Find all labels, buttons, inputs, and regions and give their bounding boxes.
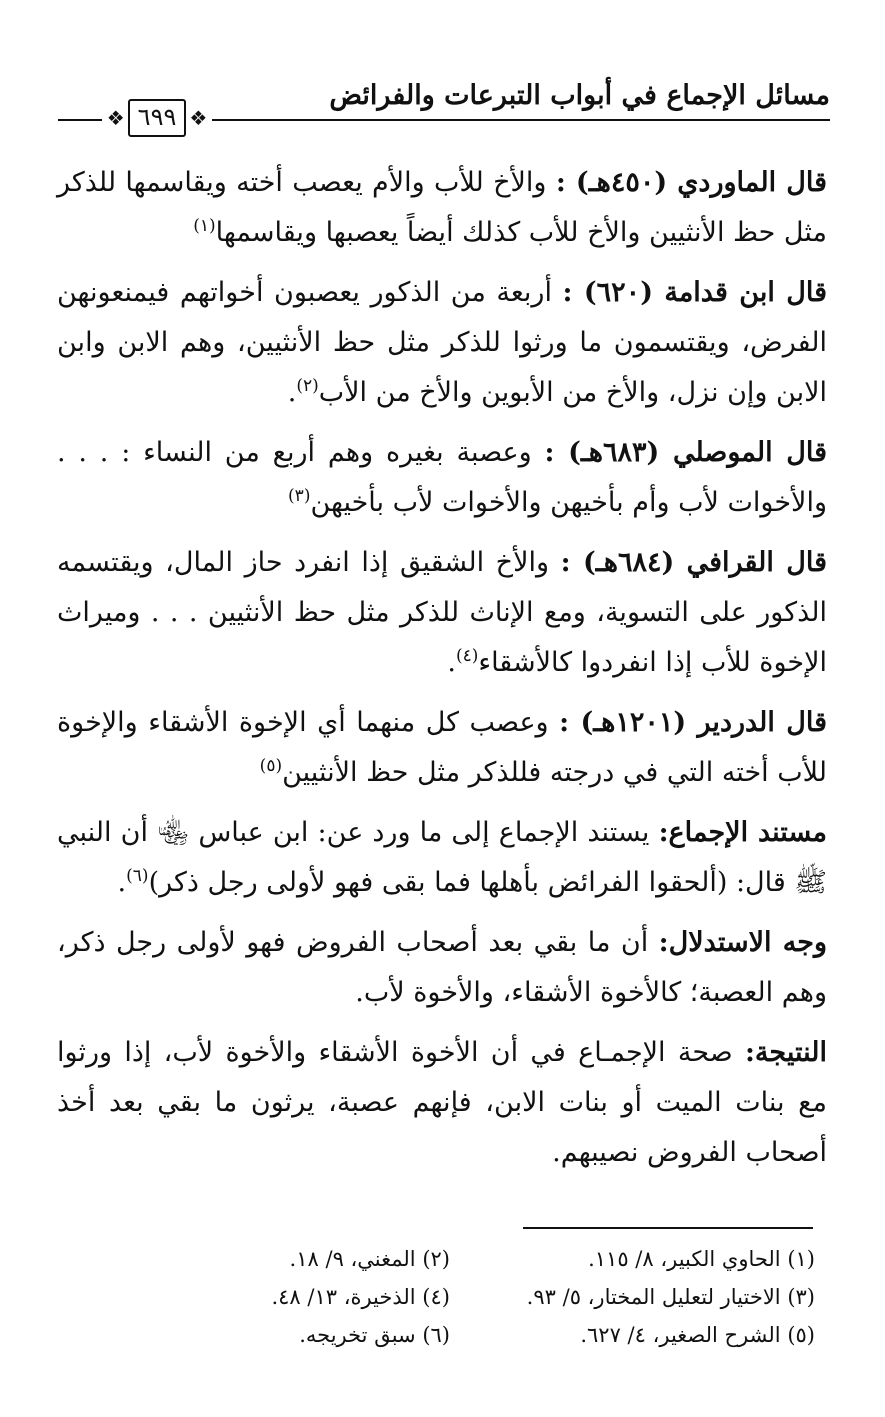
paragraph-lead: مستند الإجماع: [658, 817, 828, 848]
paragraph-lead: وجه الاستدلال: [658, 927, 827, 958]
body-text [57, 158, 827, 1188]
paragraph-lead: قال الماوردي (٤٥٠هـ) : [555, 167, 827, 198]
footnote-3: (٣) الاختيار لتعليل المختار، ٥/ ٩٣. [526, 1285, 815, 1309]
paragraph-text: أربعة من الذكور يعصبون أخواتهم فيمنعونهن الفرض، ويقتسمون ما ورثوا للذكر مثل حظ الأنثيين، وهم الابن وابن الابن وإن نزل، والأخ من الأبوين والأخ من الأب [57, 277, 827, 408]
ornament-right-icon: ❖ [106, 106, 125, 130]
footnote-ref: (٤) [455, 646, 479, 666]
footnote-6: (٦) سبق تخريجه. [299, 1323, 450, 1347]
footnote-ref: (٦) [126, 866, 149, 886]
paragraph-text: والأخ للأب والأم يعصب أخته ويقاسمها للذكر مثل حظ الأنثيين والأخ للأب كذلك أيضاً يعصبها ويقاسمها [57, 167, 827, 248]
paragraph-lead: قال الدردير (١٢٠١هـ) : [559, 707, 828, 738]
paragraph-text: أن ما بقي بعد أصحاب الفروض فهو لأولى رجل ذكر، وهم العصبة؛ كالأخوة الأشقاء، والأخوة لأب. [57, 927, 827, 1008]
footnote-2: (٢) المغني، ٩/ ١٨. [289, 1247, 450, 1271]
paragraph-lead: قال القرافي (٦٨٤هـ) : [560, 547, 827, 578]
footnotes [115, 1240, 815, 1354]
paragraph-dardir [57, 698, 827, 798]
paragraph-result [57, 1028, 827, 1178]
footnote-rule [523, 1227, 813, 1229]
footnote-ref: (٥) [259, 756, 283, 776]
paragraph-text: وعصبة بغيره وهم أربع من النساء : . . . والأخوات لأب وأم بأخيهن والأخوات لأب بأخيهن [57, 437, 827, 518]
page-number: ٦٩٩ [128, 99, 187, 138]
paragraph-mawsili [57, 428, 827, 528]
footnote-ref: (١) [193, 216, 216, 236]
running-title: مسائل الإجماع في أبواب التبرعات والفرائض [329, 80, 830, 111]
footnote-4: (٤) الذخيرة، ١٣/ ٤٨. [271, 1285, 450, 1309]
ornament-left-icon: ❖ [189, 106, 208, 130]
footnote-ref: (٣) [288, 486, 311, 506]
paragraph-text: والأخ الشقيق إذا انفرد حاز المال، ويقتسمه الذكور على التسوية، ومع الإناث للذكر مثل حظ الأنثيين . . . وميراث الإخوة للأب إذا انفردوا كالأشقاء [57, 547, 827, 678]
paragraph-tail: . [447, 647, 456, 678]
paragraph-tail: . [117, 867, 127, 898]
paragraph-lead: قال الموصلي (٦٨٣هـ) : [544, 437, 827, 468]
page-header [50, 70, 830, 140]
paragraph-text: وعصب كل منهما أي الإخوة الأشقاء والإخوة للأب أخته التي في درجته فللذكر مثل حظ الأنثيين [57, 707, 827, 788]
footnote-1: (١) الحاوي الكبير، ٨/ ١١٥. [588, 1247, 815, 1271]
paragraph-text: صحة الإجمـاع في أن الأخوة الأشقاء والأخوة لأب، إذا ورثوا مع بنات الميت أو بنات الابن، فإنهم عصبة، يرثون ما بقي بعد أخذ أصحاب الفروض نصيبهم. [57, 1037, 827, 1168]
paragraph-lead: النتيجة: [744, 1037, 828, 1068]
footnote-ref: (٢) [296, 376, 319, 396]
paragraph-tail: . [287, 377, 297, 408]
paragraph-text: يستند الإجماع إلى ما ورد عن: ابن عباس ﵄ أن النبي ﷺ قال: (ألحقوا الفرائض بأهلها فما بقى فهو لأولى رجل ذكر) [57, 817, 827, 898]
paragraph-evidence [57, 808, 827, 908]
paragraph-mawardi [57, 158, 827, 258]
paragraph-lead: قال ابن قدامة (٦٢٠) : [562, 277, 827, 308]
paragraph-qarafi [57, 538, 827, 688]
page-number-ornament [102, 92, 212, 144]
footnote-5: (٥) الشرح الصغير، ٤/ ٦٢٧. [580, 1323, 815, 1347]
paragraph-inference [57, 918, 827, 1018]
paragraph-ibn-qudama [57, 268, 827, 418]
